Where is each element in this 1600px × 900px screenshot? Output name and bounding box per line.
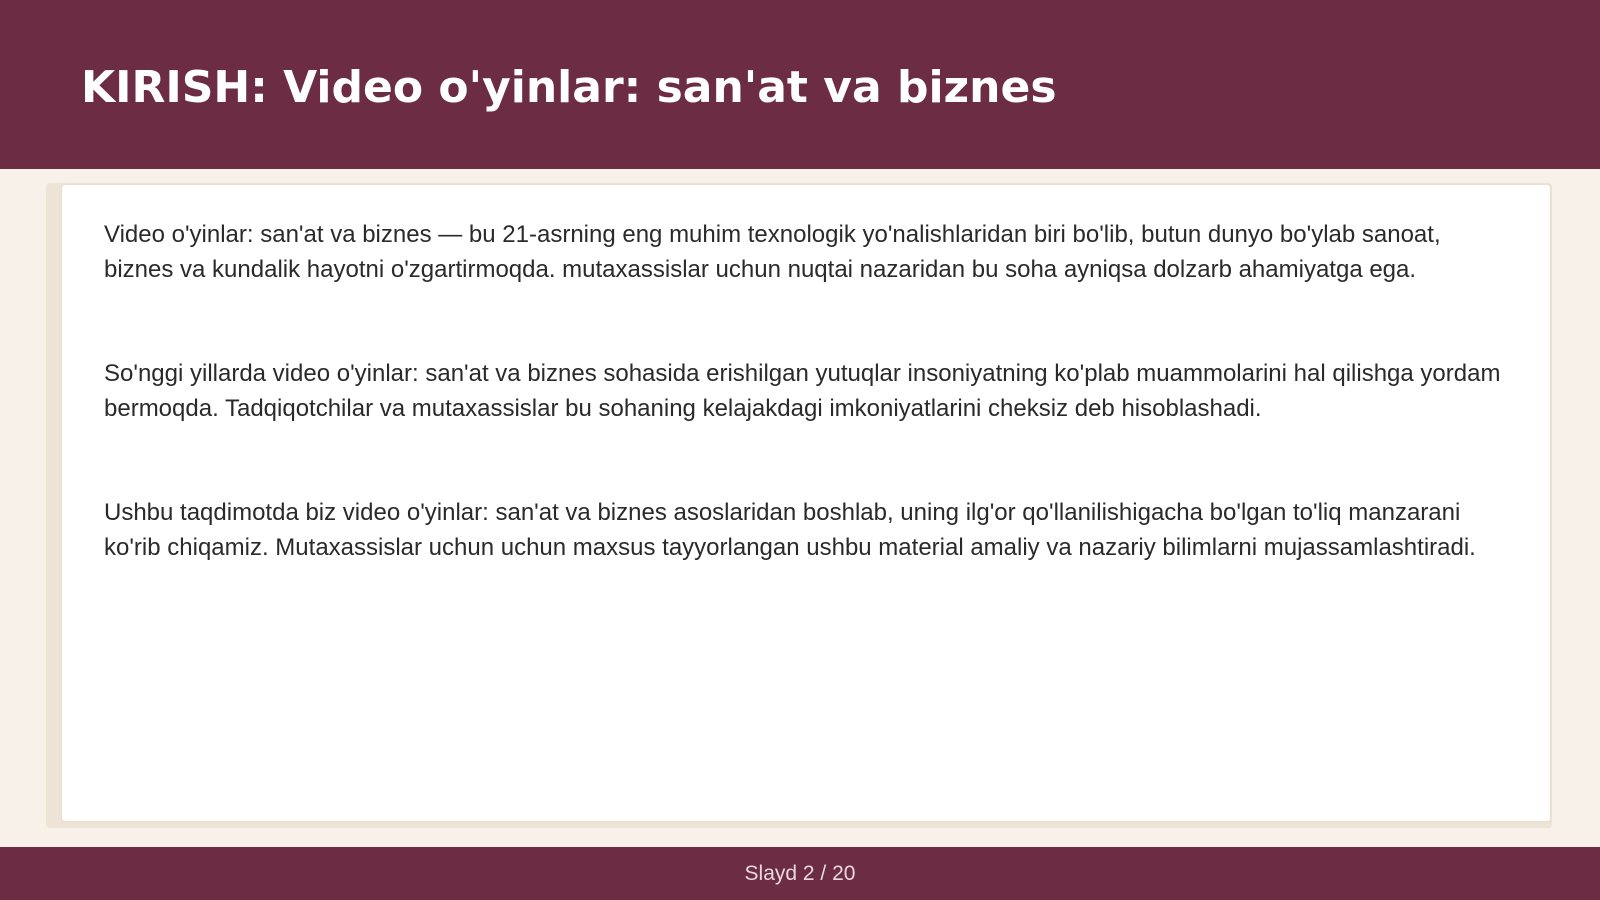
slide-footer: [0, 847, 1600, 900]
slide-header: [0, 0, 1600, 169]
slide-counter: Slayd 2 / 20: [744, 862, 856, 885]
paragraph-achievements: So'nggi yillarda video o'yinlar: san'at va biznes sohasida erishilgan yutuqlar insoniyatning ko'plab muammolarini hal qilishga yordam bermoqda. Tadqiqotchilar va mutaxassislar bu sohaning kelajakdagi imkoniyatlarini cheksiz deb hisoblashadi.: [104, 360, 1501, 422]
paragraph-intro: Video o'yinlar: san'at va biznes — bu 21-asrning eng muhim texnologik yo'nalishlaridan biri bo'lib, butun dunyo bo'ylab sanoat, biznes va kundalik hayotni o'zgartirmoqda. mutaxassislar uchun nuqtai nazaridan bu soha ayniqsa dolzarb ahamiyatga ega.: [104, 221, 1441, 283]
paragraph-overview: Ushbu taqdimotda biz video o'yinlar: san'at va biznes asoslaridan boshlab, uning ilg'or qo'llanilishigacha bo'lgan to'liq manzarani ko'rib chiqamiz. Mutaxassislar uchun uchun maxsus tayyorlangan ushbu material amaliy va nazariy bilimlarni mujassamlashtiradi.: [104, 499, 1476, 561]
slide-title: KIRISH: Video o'yinlar: san'at va biznes: [81, 62, 1057, 113]
